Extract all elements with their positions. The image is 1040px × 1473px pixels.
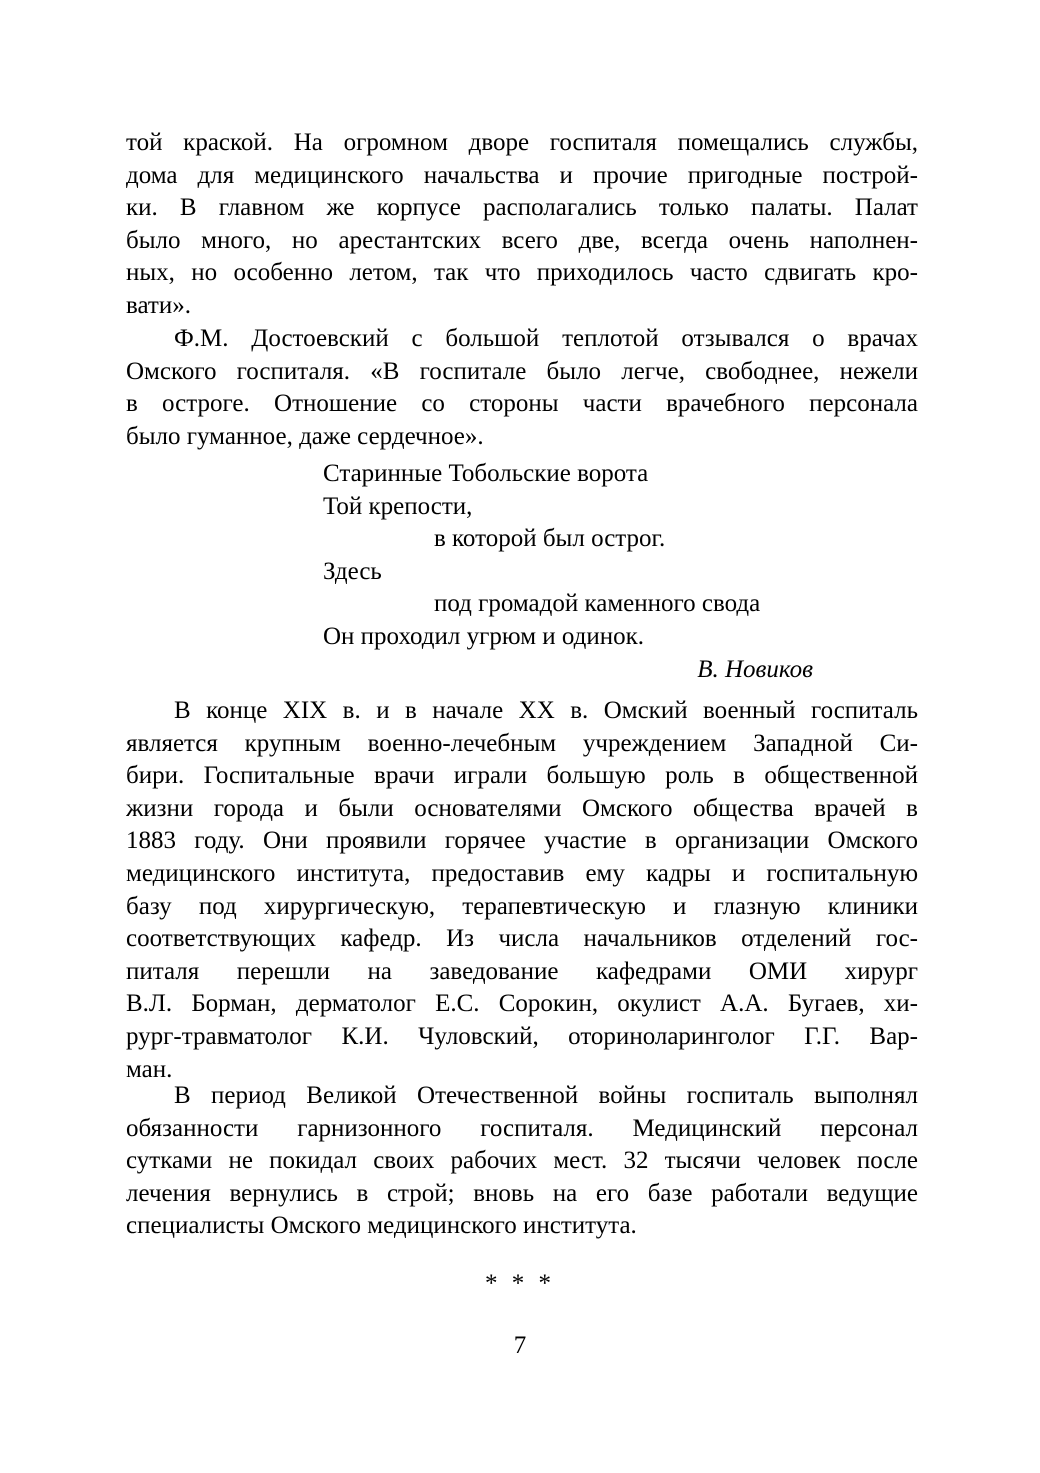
text-line: жизни города и были основателями Омского общества врачей в — [126, 794, 918, 822]
text-line: является крупным военно-лечебным учреждением Западной Си- — [126, 729, 918, 757]
poem-line: Здесь — [323, 557, 382, 585]
text-line: в остроге. Отношение со стороны части врачебного персонала — [126, 390, 918, 418]
text-line: дома для медицинского начальства и прочие пригодные построй- — [126, 161, 918, 189]
text-line: питаля перешли на заведование кафедрами ОМИ хирург — [126, 957, 918, 985]
text-line: вати». — [126, 291, 191, 319]
text-line: соответствующих кафедр. Из числа начальников отделений гос- — [126, 925, 918, 953]
text-line: было гуманное, даже сердечное». — [126, 422, 484, 450]
text-line: В.Л. Борман, дерматолог Е.С. Сорокин, окулист А.А. Бугаев, хи- — [126, 990, 918, 1018]
text-line: ки. В главном же корпусе располагались только палаты. Палат — [126, 194, 918, 222]
text-line: было много, но арестантских всего две, всегда очень наполнен- — [126, 226, 918, 254]
paragraph-war-period — [126, 1080, 918, 1243]
poem-line: Он проходил угрюм и одинок. — [323, 622, 645, 650]
text-line: рург-травматолог К.И. Чуловский, оториноларинголог Г.Г. Вар- — [126, 1022, 918, 1050]
text-line: базу под хирургическую, терапевтическую и глазную клиники — [126, 892, 918, 920]
poem-author: В. Новиков — [697, 655, 813, 683]
poem-line: под громадой каменного свода — [434, 590, 761, 618]
page-number: 7 — [513, 1332, 527, 1359]
text-line: ных, но особенно летом, так что приходилось часто сдвигать кро- — [126, 259, 918, 287]
text-line: медицинского института, предоставив ему кадры и госпитальную — [126, 859, 918, 887]
section-separator: * * * — [485, 1270, 555, 1297]
text-line: Ф.М. Достоевский с большой теплотой отзывался о врачах — [174, 325, 918, 352]
text-line: бири. Госпитальные врачи играли большую роль в общественной — [126, 762, 918, 790]
text-line: специалисты Омского медицинского института. — [126, 1212, 637, 1240]
text-line: ман. — [126, 1055, 173, 1083]
text-line: В конце XIX в. и в начале XX в. Омский военный госпиталь — [174, 697, 918, 724]
poem-line: Той крепости, — [323, 492, 473, 520]
text-line: той краской. На огромном дворе госпиталя помещались службы, — [126, 129, 918, 156]
poem-epigraph — [323, 458, 843, 686]
poem-line: в которой был острог. — [434, 525, 666, 553]
paragraph-history — [126, 695, 918, 1086]
text-line: обязанности гарнизонного госпиталя. Медицинский персонал — [126, 1114, 918, 1142]
poem-line: Старинные Тобольские ворота — [323, 460, 649, 487]
text-line: 1883 году. Они проявили горячее участие в организации Омского — [126, 827, 918, 855]
text-line: сутками не покидал своих рабочих мест. 32 тысячи человек после — [126, 1147, 918, 1175]
text-line: В период Великой Отечественной войны госпиталь выполнял — [174, 1082, 918, 1109]
paragraph-dostoevsky — [126, 323, 918, 453]
text-line: лечения вернулись в строй; вновь на его базе работали ведущие — [126, 1179, 918, 1207]
text-line: Омского госпиталя. «В госпитале было легче, свободнее, нежели — [126, 357, 918, 385]
paragraph-continuation — [126, 127, 918, 323]
